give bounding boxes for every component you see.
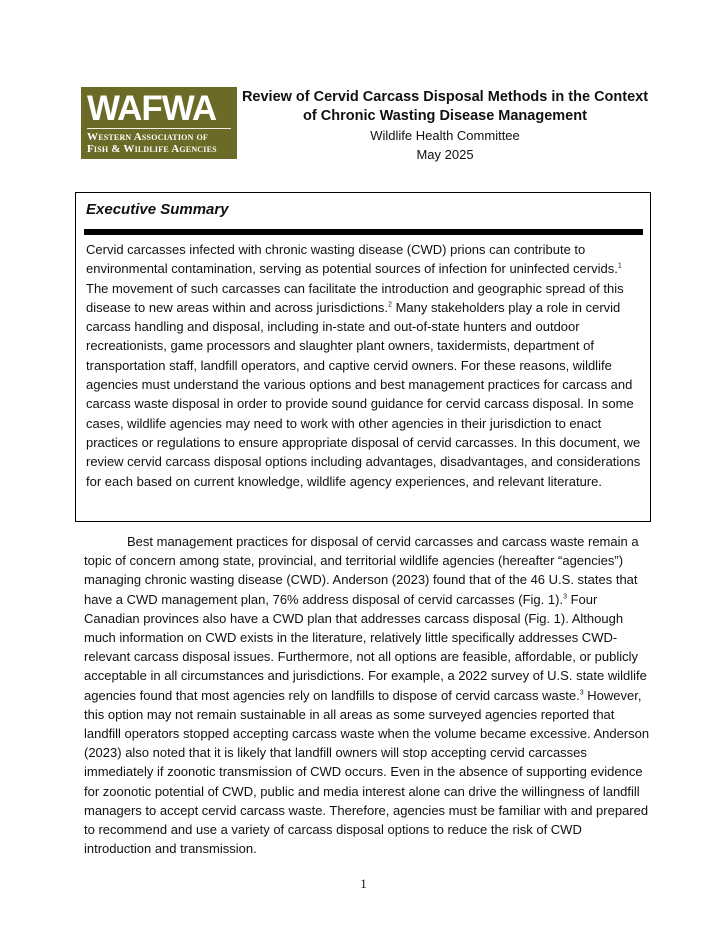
body-paragraph (84, 532, 650, 858)
text-run: Four Canadian provinces also have a CWD plan that addresses carcass disposal (Fig. 1). Although much information on CWD exists in the literature, relatively little specifically addresses CWD-relevant carcass disposal issues. Furthermore, not all options are feasible, affordable, or publicly acceptable in all circumstances and jurisdictions. For example, a 2022 survey of U.S. state wildlife agencies found that most agencies rely on landfills to dispose of cervid carcass waste. (84, 591, 647, 703)
executive-summary-box (75, 192, 651, 522)
document-header (240, 88, 650, 164)
document-title: Review of Cervid Carcass Disposal Methods in the Context of Chronic Wasting Disease Management (241, 89, 649, 124)
executive-summary-paragraph (86, 240, 642, 491)
text-run: Cervid carcasses infected with chronic wasting disease (CWD) prions can contribute to environmental contamination, serving as potential sources of infection for uninfected cervids. (86, 242, 618, 277)
executive-summary-rule (84, 229, 643, 235)
wafwa-logo (81, 87, 237, 159)
footnote-ref[interactable]: 3 (563, 593, 567, 601)
text-run: Many stakeholders play a role in cervid carcass handling and disposal, including in-state and out-of-state hunters and outdoor recreationists, game processors and slaughter plant owners, taxidermists, department of transportation staff, landfill operators, and captive cervid owners. For these reasons, wildlife agencies must understand the various options and best management practices for carcass and carcass waste disposal in order to provide sound guidance for cervid carcass disposal. In some cases, wildlife agencies may need to work with other agencies in their jurisdiction to enact practices or regulations to ensure appropriate disposal of cervid carcasses. In this document, we review cervid carcass disposal options including advantages, disadvantages, and considerations for each based on current knowledge, wildlife agency experiences, and relevant literature. (86, 299, 641, 489)
footnote-ref[interactable]: 2 (388, 301, 392, 309)
logo-wordmark: WAFWA (87, 89, 217, 128)
text-run: However, this option may not remain sustainable in all areas as some surveyed agencies reported that landfill operators stopped accepting carcass waste when the volume became excessive. Anderson (2023) also noted that it is likely that landfill owners will stop accepting cervid carcasses immediately if zoonotic transmission of CWD occurs. Even in the absence of supporting evidence for zoonotic potential of CWD, public and media interest alone can drive the willingness of landfill managers to accept cervid carcass waste. Therefore, agencies must be familiar with and prepared to recommend and use a variety of carcass disposal options to reduce the risk of CWD introduction and transmission. (84, 687, 650, 857)
executive-summary-heading: Executive Summary (86, 201, 229, 218)
logo-line-1: Western Association of (87, 131, 209, 143)
committee-name: Wildlife Health Committee (370, 128, 520, 143)
text-run: Best management practices for disposal of cervid carcasses and carcass waste remain a topic of concern among state, provincial, and territorial wildlife agencies (hereafter “agencies”) managing chronic wasting disease (CWD). Anderson (2023) found that of the 46 U.S. states that have a CWD management plan, 76% address disposal of cervid carcasses (Fig. 1). (84, 534, 639, 607)
logo-divider (87, 128, 231, 129)
footnote-ref[interactable]: 1 (617, 262, 622, 270)
logo-line-2: Fish & Wildlife Agencies (87, 143, 217, 155)
document-date: May 2025 (416, 147, 474, 162)
page-number: 1 (360, 876, 367, 891)
footnote-ref[interactable]: 3 (579, 689, 584, 697)
text-run: The movement of such carcasses can facilitate the introduction and geographic spread of this disease to new areas within and across jurisdictions. (86, 280, 624, 315)
